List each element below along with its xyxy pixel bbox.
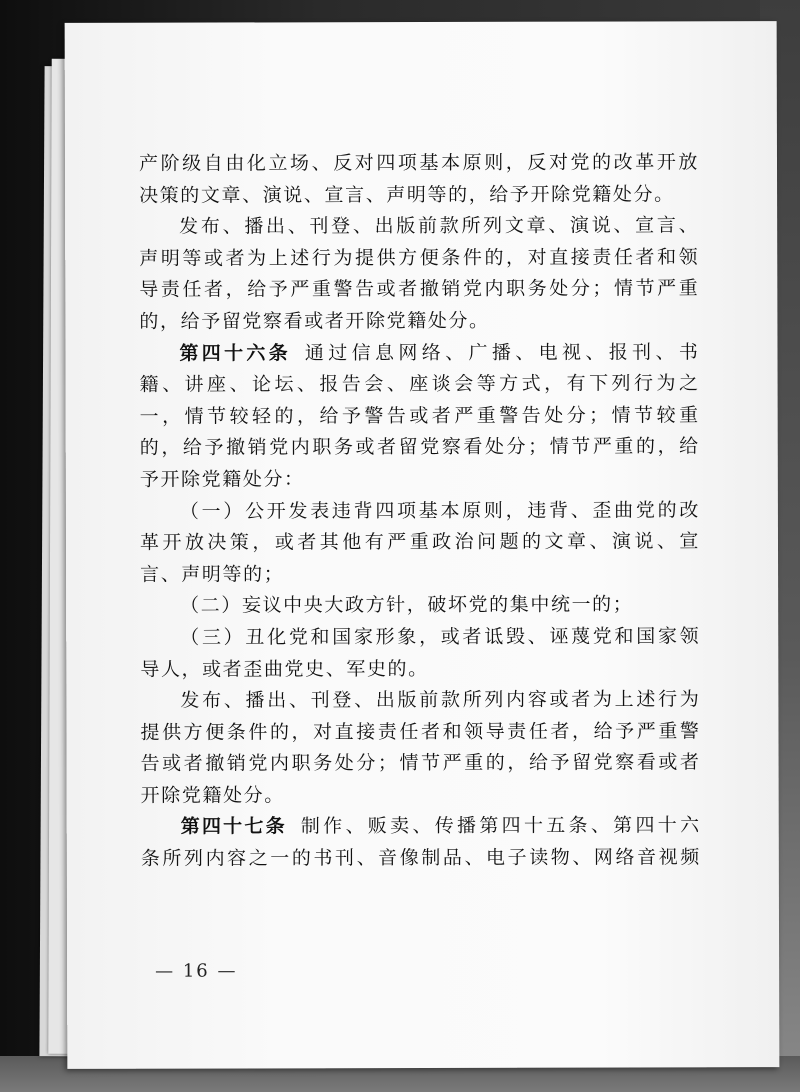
text-line: （二）妄议中央大政方针，破坏党的集中统一的； [180, 593, 634, 617]
article-47-first-line [141, 811, 701, 844]
text-line: 言、声明等的； [140, 563, 285, 586]
article-46-first-line [139, 337, 699, 370]
text-line: 提供方便条件的，对直接责任者和领导责任者，给予严重警 [140, 719, 701, 744]
article-46-heading: 第四十六条 [179, 341, 291, 365]
text-line: 条所列内容之一的书刊、音像制品、电子读物、网络音视频 [140, 846, 701, 870]
text-line: 发布、播出、刊登、出版前款所列内容或者为上述行为 [180, 688, 701, 712]
text-line: 开除党籍处分。 [140, 784, 285, 807]
article-47-heading: 第四十七条 [180, 815, 287, 839]
text-line: 决策的文章、演说、宣言、声明等的，给予开除党籍处分。 [139, 182, 675, 207]
text-line: 予开除党籍处分： [139, 468, 305, 491]
text-line: 一，情节较轻的，给予警告或者严重警告处分；情节较重 [139, 404, 700, 428]
page-number: — 16 — [155, 960, 238, 982]
text-line: 革开放决策，或者其他有严重政治问题的文章、演说、宣 [139, 530, 701, 554]
text-line: 的，给予留党察看或者开除党籍处分。 [139, 309, 490, 333]
text-line: 通过信息网络、广播、电视、报刊、书 [304, 340, 700, 364]
text-line: 的，给予撤销党内职务或者留党察看处分；情节严重的，给 [139, 435, 700, 460]
text-line: 制作、贩卖、传播第四十五条、第四十六 [300, 814, 701, 838]
page-body-text [139, 147, 701, 875]
text-line: 告或者撤销党内职务处分；情节严重的，给予留党察看或者 [140, 751, 701, 776]
text-line: 导人，或者歪曲党史、军史的。 [140, 657, 429, 681]
text-line: （三）丑化党和国家形象，或者诋毁、诬蔑党和国家领 [180, 625, 701, 649]
text-line: 导责任者，给予严重警告或者撤销党内职务处分；情节严重 [139, 277, 700, 302]
document-page [65, 21, 780, 1069]
text-line: 籍、讲座、论坛、报告会、座谈会等方式，有下列行为之 [139, 372, 700, 396]
text-line: 产阶级自由化立场、反对四项基本原则，反对党的改革开放 [138, 151, 700, 175]
text-line: 声明等或者为上述行为提供方便条件的，对直接责任者和领 [139, 246, 700, 270]
text-line: 发布、播出、刊登、出版前款所列文章、演说、宣言、 [179, 214, 700, 238]
text-line: （一）公开发表违背四项基本原则，违背、歪曲党的改 [179, 498, 700, 523]
